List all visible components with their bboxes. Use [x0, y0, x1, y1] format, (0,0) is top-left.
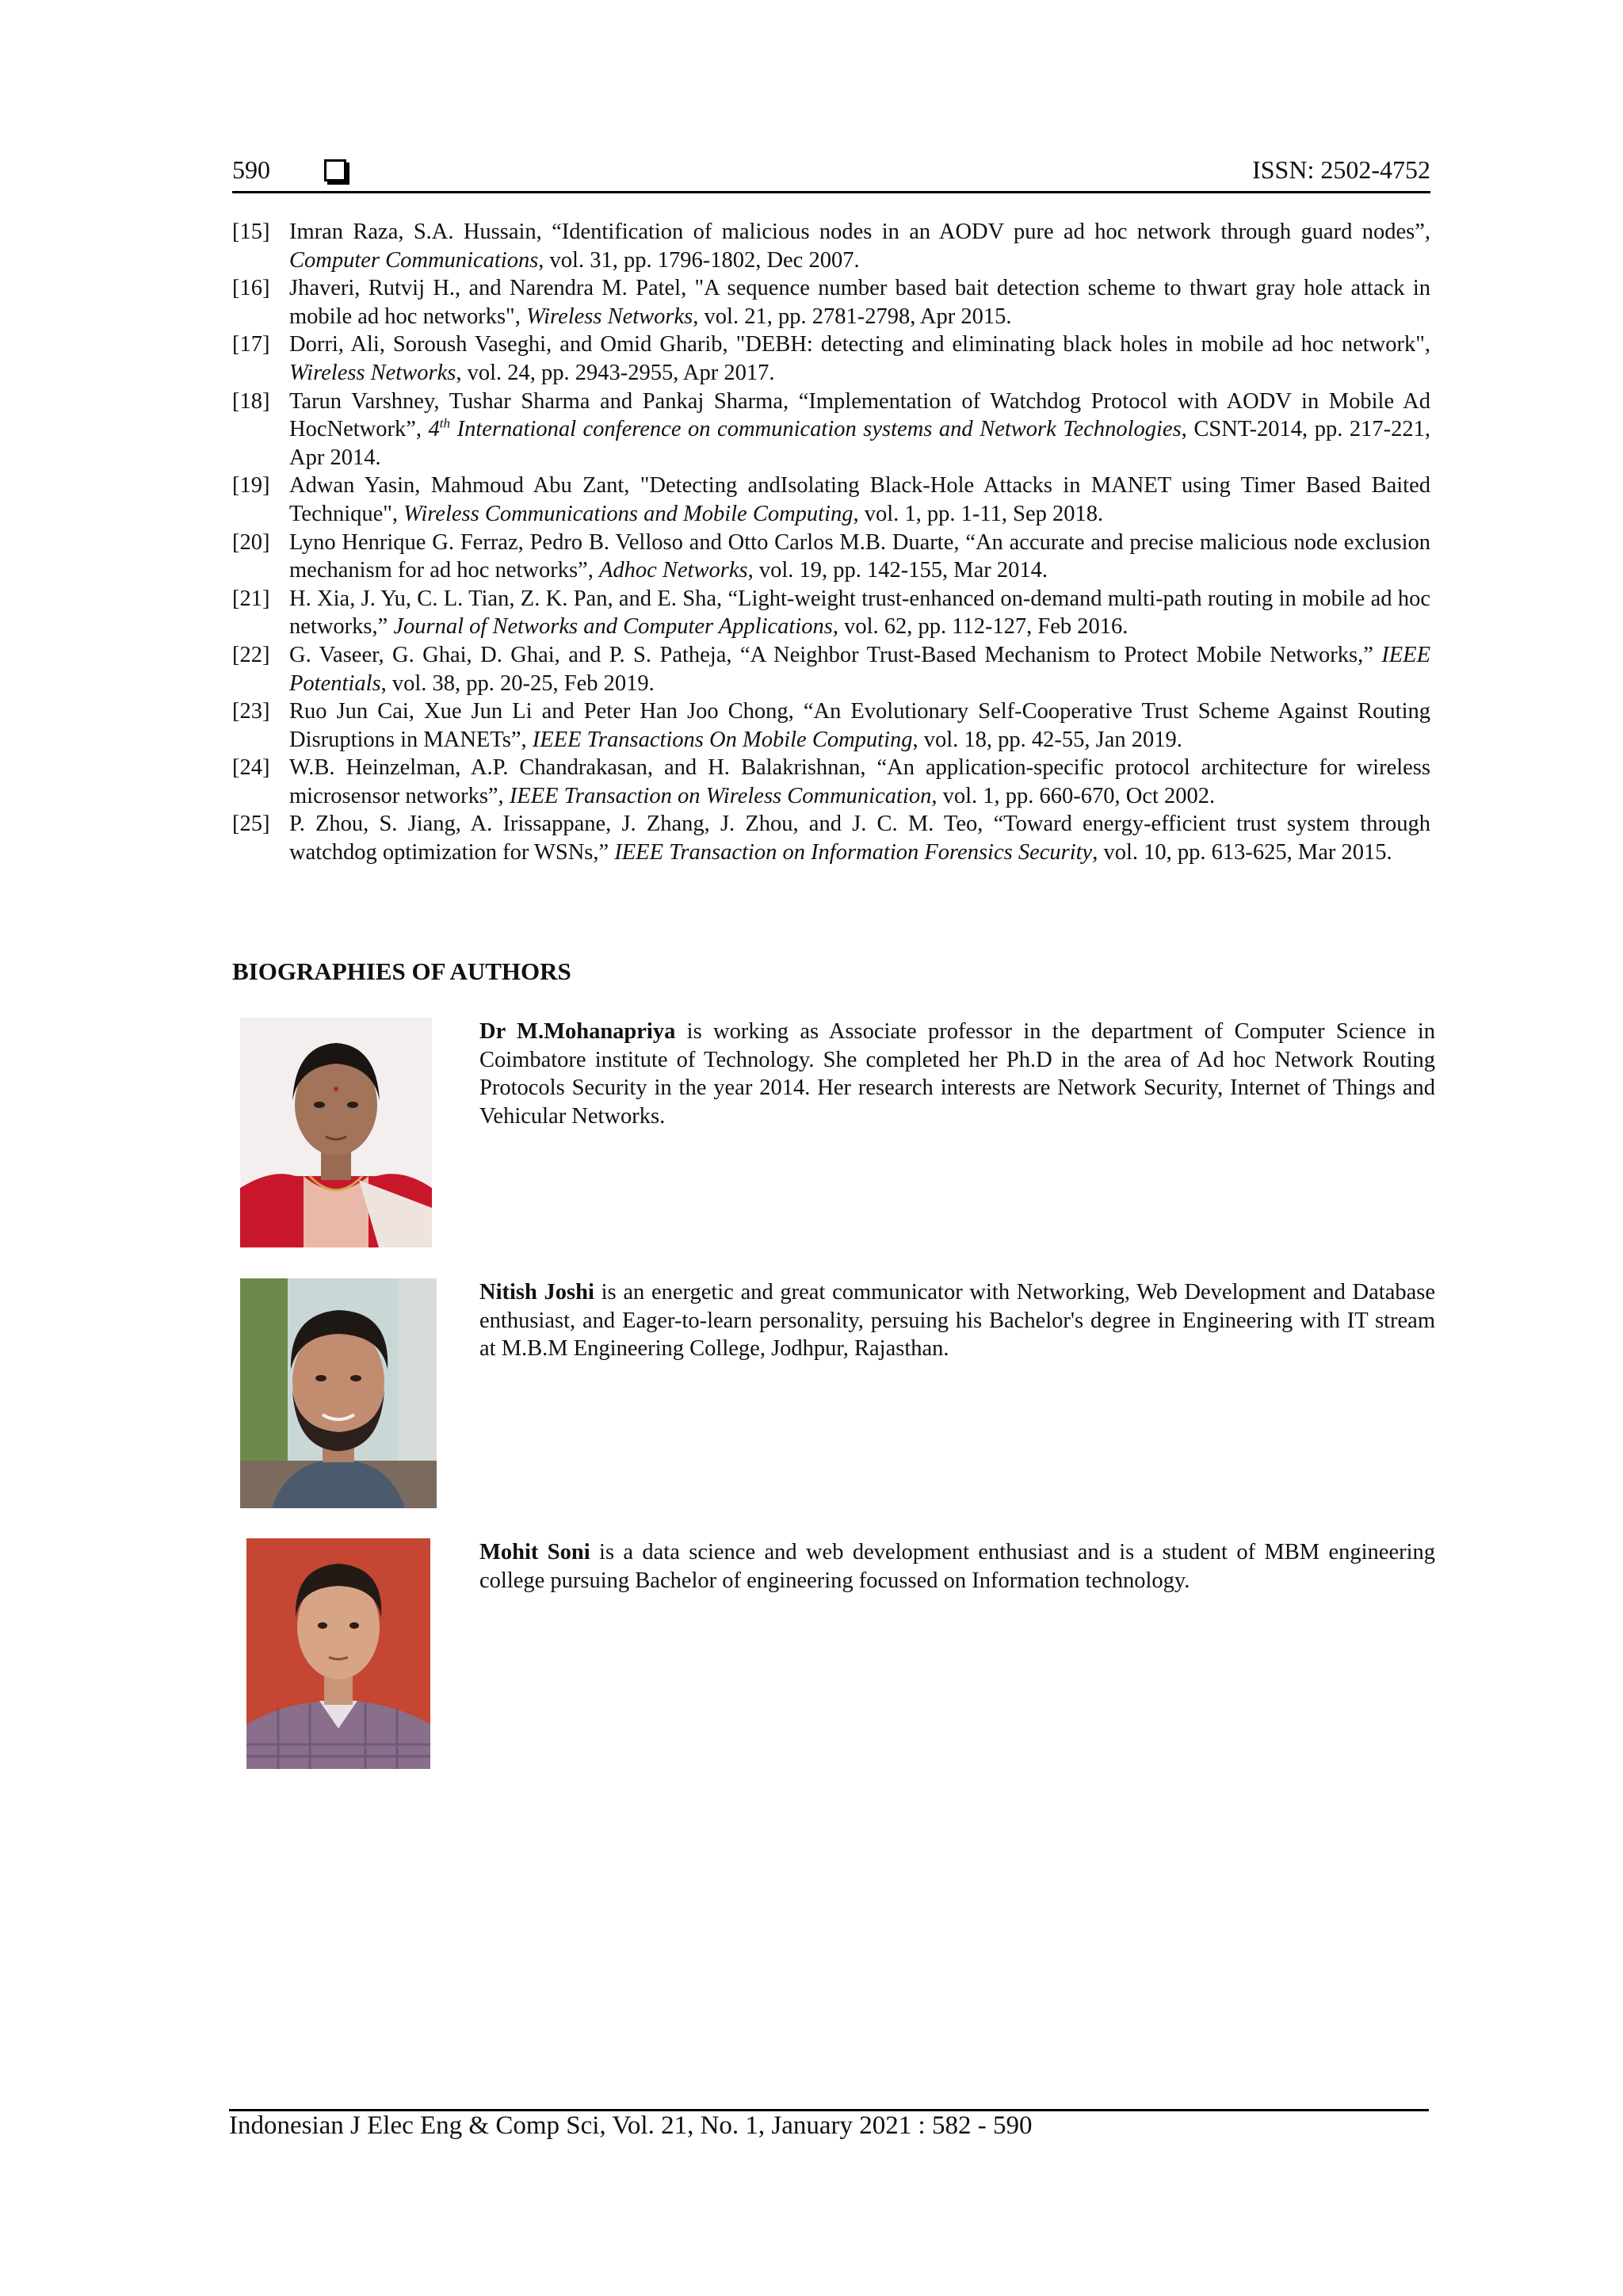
author-name: Dr M.Mohanapriya: [479, 1019, 676, 1044]
reference-item: [232, 330, 1430, 387]
reference-item: [232, 641, 1430, 697]
hollow-square-icon: [324, 159, 346, 181]
reference-number: [16]: [232, 276, 270, 301]
author-bio-2: [232, 1278, 1435, 1516]
reference-item: [232, 529, 1430, 585]
issn: ISSN: 2502-4752: [1252, 155, 1430, 184]
reference-number: [24]: [232, 755, 270, 781]
reference-text: W.B. Heinzelman, A.P. Chandrakasan, and H. Balakrishnan, “An application-specific protocol architecture for wireless microsensor networks”, IEEE Transaction on Wireless Communication, vol. 1, pp. 660-670, Oct 2002.: [289, 755, 1430, 808]
reference-number: [18]: [232, 388, 270, 414]
reference-number: [21]: [232, 586, 270, 611]
author-description: is an energetic and great communicator with Networking, Web Development and Database enthusiast, and Eager-to-learn personality, persuing his Bachelor's degree in Engineering with IT stream at M.B.M Engineering College, Jodhpur, Rajasthan.: [479, 1280, 1435, 1362]
author-bio-text: [479, 1278, 1435, 1363]
reference-item: [232, 810, 1430, 866]
reference-item: [232, 274, 1430, 330]
author-photo-joshi: [240, 1278, 437, 1508]
reference-text: Imran Raza, S.A. Hussain, “Identification of malicious nodes in an AODV pure ad hoc network through guard nodes”, Computer Communications, vol. 31, pp. 1796-1802, Dec 2007.: [289, 220, 1430, 273]
reference-number: [22]: [232, 642, 270, 667]
reference-text: G. Vaseer, G. Ghai, D. Ghai, and P. S. Patheja, “A Neighbor Trust-Based Mechanism to Protect Mobile Networks,” IEEE Potentials, vol. 38, pp. 20-25, Feb 2019.: [289, 642, 1430, 696]
author-description: is a data science and web development enthusiast and is a student of MBM engineering college pursuing Bachelor of engineering focussed on Information technology.: [479, 1540, 1436, 1593]
page-header: [232, 155, 1430, 190]
reference-number: [25]: [232, 812, 270, 837]
author-bio-text: [479, 1538, 1435, 1595]
author-photo-soni: [246, 1538, 430, 1769]
reference-item: [232, 754, 1430, 810]
reference-text: Tarun Varshney, Tushar Sharma and Pankaj Sharma, “Implementation of Watchdog Protocol with AODV in Mobile Ad HocNetwork”, 4th International conference on communication systems and Network Technologies, CSNT-2014, pp. 217-221, Apr 2014.: [289, 388, 1430, 470]
reference-number: [20]: [232, 529, 270, 555]
biographies-heading: BIOGRAPHIES OF AUTHORS: [232, 957, 571, 985]
reference-number: [17]: [232, 332, 270, 357]
reference-item: [232, 697, 1430, 754]
reference-number: [23]: [232, 699, 270, 724]
reference-item: [232, 388, 1430, 472]
reference-item: [232, 585, 1430, 641]
reference-text: Adwan Yasin, Mahmoud Abu Zant, "Detecting andIsolating Black-Hole Attacks in MANET using Timer Based Baited Technique", Wireless Communications and Mobile Computing, vol. 1, pp. 1-11, Sep 2018.: [289, 473, 1430, 526]
author-bio-1: [232, 1018, 1435, 1255]
reference-text: Dorri, Ali, Soroush Vaseghi, and Omid Gharib, "DEBH: detecting and eliminating black holes in mobile ad hoc network", Wireless Networks, vol. 24, pp. 2943-2955, Apr 2017.: [289, 332, 1430, 385]
reference-item: [232, 472, 1430, 528]
reference-text: Lyno Henrique G. Ferraz, Pedro B. Velloso and Otto Carlos M.B. Duarte, “An accurate and precise malicious node exclusion mechanism for ad hoc networks”, Adhoc Networks, vol. 19, pp. 142-155, Mar 2014.: [289, 529, 1430, 583]
journal-footer: Indonesian J Elec Eng & Comp Sci, Vol. 21, No. 1, January 2021 : 582 - 590: [229, 2111, 1033, 2140]
reference-text: Ruo Jun Cai, Xue Jun Li and Peter Han Joo Chong, “An Evolutionary Self-Cooperative Trust Scheme Against Routing Disruptions in MANETs”, IEEE Transactions On Mobile Computing, vol. 18, pp. 42-55, Jan 2019.: [289, 699, 1430, 752]
author-photo-mohanapriya: [240, 1018, 432, 1247]
reference-text: P. Zhou, S. Jiang, A. Irissappane, J. Zhang, J. Zhou, and J. C. M. Teo, “Toward energy-efficient trust system through watchdog optimization for WSNs,” IEEE Transaction on Information Forensics Security, vol. 10, pp. 613-625, Mar 2015.: [289, 812, 1430, 865]
reference-text: Jhaveri, Rutvij H., and Narendra M. Patel, "A sequence number based bait detection scheme to thwart gray hole attack in mobile ad hoc networks", Wireless Networks, vol. 21, pp. 2781-2798, Apr 2015.: [289, 276, 1430, 329]
reference-item: [232, 218, 1430, 274]
reference-number: [19]: [232, 473, 270, 499]
author-name: Mohit Soni: [479, 1540, 590, 1564]
header-rule: [232, 191, 1430, 193]
author-description: is working as Associate professor in the department of Computer Science in Coimbatore institute of Technology. She completed her Ph.D in the area of Ad hoc Network Routing Protocols Security in the year 2014. Her research interests are Network Security, Internet of Things and Vehicular Networks.: [479, 1019, 1435, 1129]
reference-text: H. Xia, J. Yu, C. L. Tian, Z. K. Pan, and E. Sha, “Light-weight trust-enhanced on-demand multi-path routing in mobile ad hoc networks,” Journal of Networks and Computer Applications, vol. 62, pp. 112-127, Feb 2016.: [289, 586, 1430, 640]
author-name: Nitish Joshi: [479, 1280, 594, 1305]
author-bio-3: [232, 1538, 1435, 1776]
reference-list: [232, 218, 1430, 867]
reference-number: [15]: [232, 220, 270, 244]
author-bio-text: [479, 1018, 1435, 1130]
page-number: 590: [232, 155, 270, 184]
